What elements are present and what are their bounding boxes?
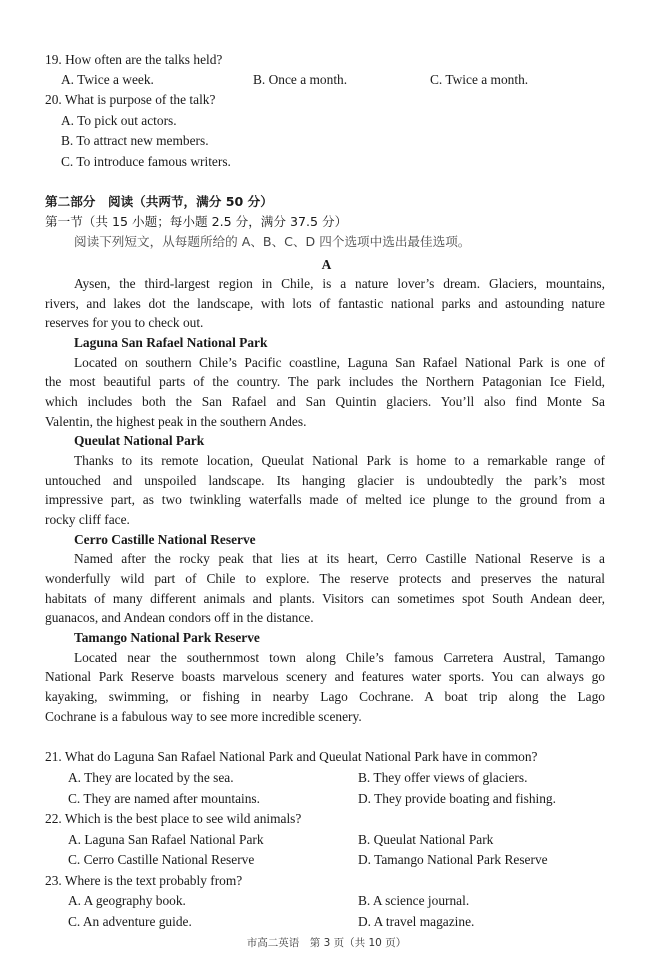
park-text-line: Valentin, the highest peak in the southern Andes.: [45, 414, 307, 429]
q20-option-c: C. To introduce famous writers.: [61, 154, 231, 169]
park-heading: Cerro Castille National Reserve: [74, 532, 256, 547]
q22-option-c: C. Cerro Castille National Reserve: [68, 852, 255, 867]
park-text-line: the most beautiful parts of the country. The park includes the Northern Patagonian Ice Field,: [45, 374, 605, 389]
q22-stem: 22. Which is the best place to see wild animals?: [45, 811, 302, 826]
section-instruction: 阅读下列短文，从每题所给的 A、B、C、D 四个选项中选出最佳选项。: [74, 234, 471, 249]
q23-stem: 23. Where is the text probably from?: [45, 873, 243, 888]
park-text-line: kayaking, swimming, or fishing in nearby Lago Cochrane. A boat trip along the Lago: [45, 689, 605, 704]
q19-stem: 19. How often are the talks held?: [45, 52, 223, 67]
park-text-line: untouched and unspoiled landscape. Its hanging glacier is undoubtedly the park’s most: [45, 473, 605, 488]
q22-option-b: B. Queulat National Park: [358, 832, 494, 847]
q20-stem: 20. What is purpose of the talk?: [45, 92, 216, 107]
q19-option-b: B. Once a month.: [253, 72, 348, 87]
park-heading: Laguna San Rafael National Park: [74, 335, 268, 350]
park-text-line: which includes both the San Rafael and San Quintin glaciers. You’ll also find Monte Sa: [45, 394, 605, 409]
q23-option-c: C. An adventure guide.: [68, 914, 192, 929]
park-text-line: Named after the rocky peak that lies at its heart, Cerro Castille National Reserve is a: [74, 551, 605, 566]
intro-line: Aysen, the third-largest region in Chile, is a nature lover’s dream. Glaciers, mountains,: [74, 276, 605, 291]
q21-option-d: D. They provide boating and fishing.: [358, 791, 556, 806]
park-text-line: Located on southern Chile’s Pacific coastline, Laguna San Rafael National Park is one of: [74, 355, 605, 370]
section-title: 第二部分 阅读（共两节，满分 50 分）: [45, 194, 273, 209]
park-heading: Queulat National Park: [74, 433, 205, 448]
q21-option-b: B. They offer views of glaciers.: [358, 770, 528, 785]
intro-line: rivers, and lakes dot the landscape, with lots of fantastic national parks and astounding nature: [45, 296, 605, 311]
q21-stem: 21. What do Laguna San Rafael National Park and Queulat National Park have in common?: [45, 749, 538, 764]
section-subtitle: 第一节（共 15 小题；每小题 2.5 分，满分 37.5 分）: [45, 214, 348, 229]
q21-option-c: C. They are named after mountains.: [68, 791, 260, 806]
q20-option-b: B. To attract new members.: [61, 133, 209, 148]
q22-option-d: D. Tamango National Park Reserve: [358, 852, 548, 867]
park-text-line: rocky cliff face.: [45, 512, 130, 527]
park-text-line: Located near the southernmost town along Chile’s famous Carretera Austral, Tamango: [74, 650, 605, 665]
park-heading: Tamango National Park Reserve: [74, 630, 260, 645]
q20-option-a: A. To pick out actors.: [61, 113, 177, 128]
park-text-line: guanacos, and Andean condors off in the distance.: [45, 610, 314, 625]
q22-option-a: A. Laguna San Rafael National Park: [68, 832, 264, 847]
park-text-line: impressive part, as two twinkling waterfalls made of melted ice plunge to the ground from a: [45, 492, 605, 507]
park-text-line: Thanks to its remote location, Queulat National Park is home to a remarkable range of: [74, 453, 605, 468]
q23-option-a: A. A geography book.: [68, 893, 186, 908]
park-text-line: National Park Reserve boasts marvelous scenery and features water sports. You can always go: [45, 669, 605, 684]
park-text-line: habitats of many different animals and plants. Visitors can sometimes spot South Andean deer,: [45, 591, 605, 606]
q19-option-a: A. Twice a week.: [61, 72, 154, 87]
park-text-line: wonderfully wild part of Chile to explore. The reserve protects and preserves the natural: [45, 571, 605, 586]
passage-label: A: [321, 257, 332, 272]
q19-option-c: C. Twice a month.: [430, 72, 529, 87]
q23-option-d: D. A travel magazine.: [358, 914, 475, 929]
park-text-line: Cochrane is a fabulous way to see more incredible scenery.: [45, 709, 362, 724]
page-footer: 市高二英语 第 3 页（共 10 页）: [246, 937, 407, 949]
q23-option-b: B. A science journal.: [358, 893, 470, 908]
q21-option-a: A. They are located by the sea.: [68, 770, 234, 785]
intro-line: reserves for you to check out.: [45, 315, 204, 330]
